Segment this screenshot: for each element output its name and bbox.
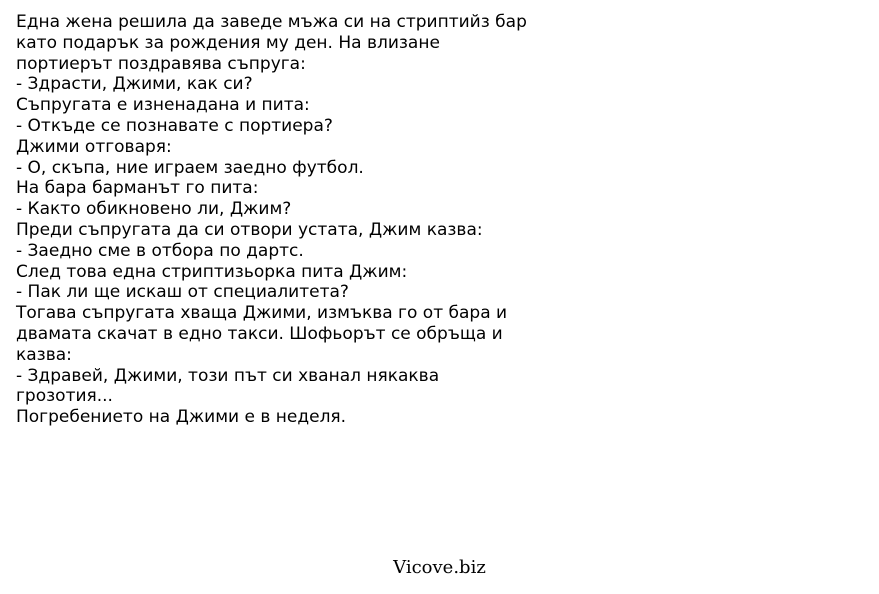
joke-line: Погребението на Джими е в неделя. [16,407,347,428]
joke-line: - Пак ли ще искаш от специалитета? [16,282,349,303]
joke-line: Една жена решила да заведе мъжа си на стриптийз бар [16,12,527,32]
joke-line: - Заедно сме в отбора по дартс. [16,240,304,261]
joke-line: като подарък за рождения му ден. На влизане [16,32,440,53]
joke-line: казва: [16,344,72,365]
joke-line: - Откъде се познавате с портиера? [16,115,333,136]
joke-line: двамата скачат в едно такси. Шофьорът се обръща и [16,323,503,344]
site-credit: Vicove.biz [393,557,486,578]
joke-text [16,12,576,428]
joke-line: Джими отговаря: [16,136,172,157]
joke-line: - Здравей, Джими, този път си хванал някаква [16,365,440,386]
joke-line: Тогава съпругата хваща Джими, измъква го от бара и [16,303,508,324]
joke-line: След това една стриптизьорка пита Джим: [16,261,408,282]
joke-line: грозотия... [16,386,113,407]
joke-line: Съпругата е изненадана и пита: [16,95,310,116]
joke-line: - Здрасти, Джими, как си? [16,74,253,95]
joke-line: Преди съпругата да си отвори устата, Джим казва: [16,219,483,240]
joke-line: На бара барманът го пита: [16,178,259,199]
joke-line: - Както обикновено ли, Джим? [16,199,292,220]
joke-line: - О, скъпа, ние играем заедно футбол. [16,157,364,178]
joke-line: портиерът поздравява съпруга: [16,53,306,74]
